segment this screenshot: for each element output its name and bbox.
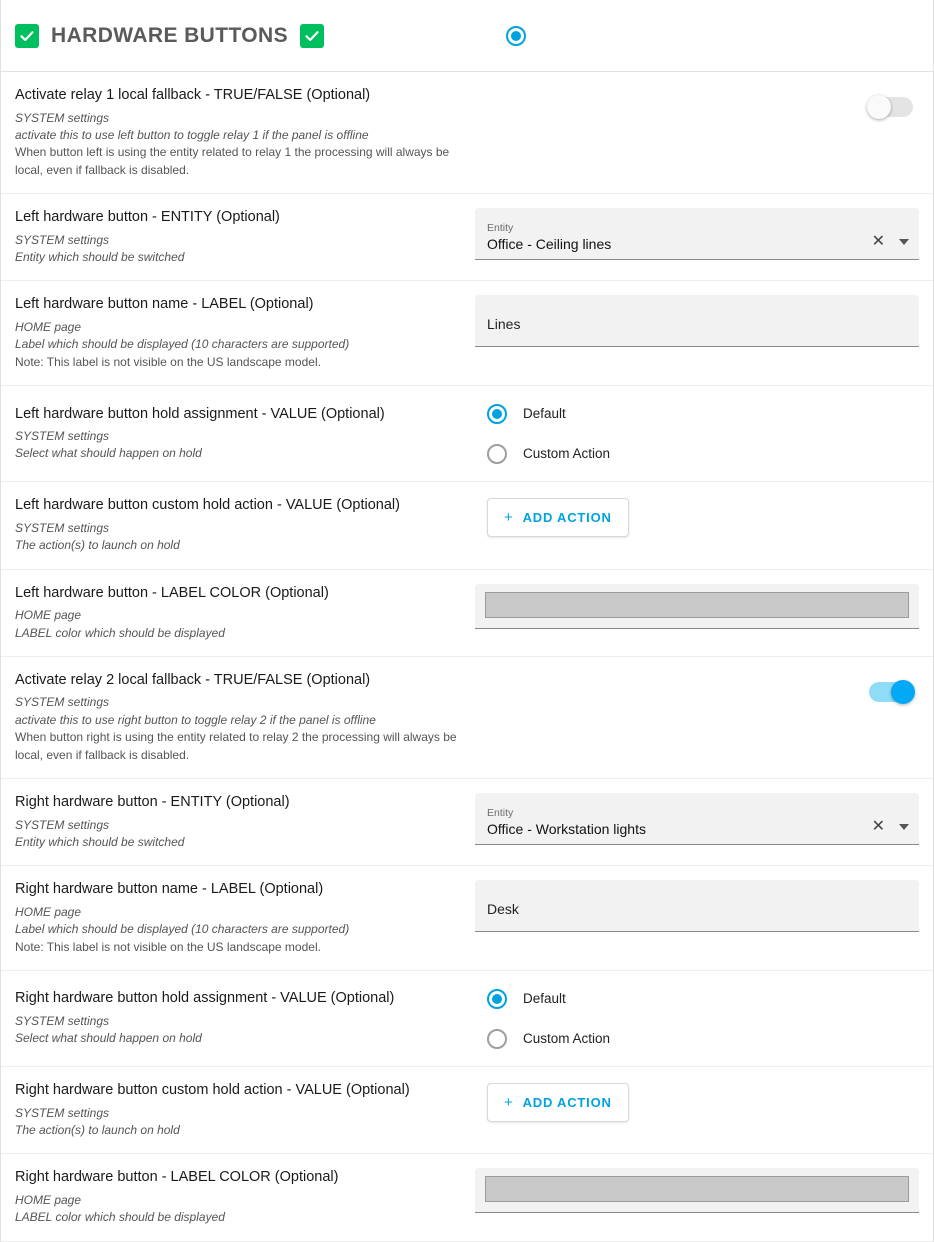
clear-icon[interactable]: ✕ bbox=[871, 818, 885, 836]
row-label-block bbox=[15, 405, 475, 463]
row-label-block bbox=[15, 496, 475, 554]
radio-default-label: Default bbox=[523, 406, 566, 422]
row-desc1: Entity which should be switched bbox=[15, 250, 185, 265]
checkbox-right-icon[interactable] bbox=[300, 24, 324, 48]
add-action-label: ADD ACTION bbox=[522, 509, 612, 525]
row-title: Left hardware button custom hold action - VALUE (Optional) bbox=[15, 497, 400, 514]
row-left-custom-hold-action bbox=[1, 482, 933, 569]
checkbox-left-icon[interactable] bbox=[15, 24, 39, 48]
entity-field-label: Entity bbox=[487, 222, 514, 235]
row-title: Left hardware button name - LABEL (Optional) bbox=[15, 296, 314, 313]
radio-default-label: Default bbox=[523, 991, 566, 1007]
row-desc1: activate this to use right button to toggle relay 2 if the panel is offline bbox=[15, 712, 376, 727]
row-control bbox=[475, 1168, 919, 1213]
plus-icon: + bbox=[504, 508, 514, 526]
row-desc1: The action(s) to launch on hold bbox=[15, 1123, 180, 1138]
row-control bbox=[475, 86, 919, 128]
toggle-knob bbox=[867, 95, 891, 119]
row-control bbox=[475, 496, 919, 538]
row-scope: SYSTEM settings bbox=[15, 695, 110, 710]
row-control bbox=[475, 1081, 919, 1123]
row-description bbox=[15, 428, 465, 463]
row-label-block bbox=[15, 671, 475, 764]
row-label-block bbox=[15, 86, 475, 179]
row-scope: SYSTEM settings bbox=[15, 1105, 110, 1120]
row-control bbox=[475, 880, 919, 932]
radio-custom-action-label: Custom Action bbox=[523, 1031, 611, 1047]
row-label-block bbox=[15, 584, 475, 642]
row-desc1: Select what should happen on hold bbox=[15, 446, 202, 461]
chevron-down-icon[interactable] bbox=[899, 824, 909, 830]
color-swatch-left[interactable] bbox=[485, 592, 909, 618]
row-relay1-fallback bbox=[1, 72, 933, 194]
row-description bbox=[15, 694, 465, 764]
row-title: Right hardware button name - LABEL (Optional) bbox=[15, 881, 324, 898]
entity-field-label: Entity bbox=[487, 807, 514, 820]
row-left-label bbox=[1, 281, 933, 386]
row-desc2: When button left is using the entity related to relay 1 the processing will always be local, even if fallback is disabled. bbox=[15, 145, 450, 177]
row-control bbox=[475, 584, 919, 629]
entity-field-icons bbox=[872, 234, 909, 252]
entity-field-value: Office - Ceiling lines bbox=[487, 236, 612, 253]
header-radio[interactable] bbox=[506, 26, 526, 46]
row-control bbox=[475, 402, 919, 466]
row-description bbox=[15, 232, 465, 267]
row-desc2: Note: This label is not visible on the US landscape model. bbox=[15, 354, 321, 369]
color-picker-left[interactable] bbox=[475, 584, 919, 629]
row-desc1: Entity which should be switched bbox=[15, 834, 185, 849]
row-right-entity bbox=[1, 779, 933, 866]
toggle-relay1-fallback[interactable] bbox=[869, 97, 913, 117]
row-desc2: Note: This label is not visible on the US landscape model. bbox=[15, 939, 321, 954]
plus-icon: + bbox=[504, 1093, 514, 1111]
row-title: Activate relay 1 local fallback - TRUE/FALSE (Optional) bbox=[15, 87, 371, 103]
row-label-block bbox=[15, 208, 475, 266]
row-scope: SYSTEM settings bbox=[15, 110, 110, 125]
row-right-custom-hold-action bbox=[1, 1067, 933, 1154]
row-desc1: Select what should happen on hold bbox=[15, 1031, 202, 1046]
radio-default-icon[interactable] bbox=[487, 989, 507, 1009]
add-action-button-left[interactable] bbox=[487, 498, 629, 537]
row-desc1: Label which should be displayed (10 characters are supported) bbox=[15, 337, 350, 352]
toggle-knob bbox=[891, 680, 915, 704]
entity-picker-left[interactable] bbox=[475, 208, 919, 260]
page-title: HARDWARE BUTTONS bbox=[51, 23, 289, 47]
row-title: Left hardware button - LABEL COLOR (Optional) bbox=[15, 584, 329, 601]
row-label-block bbox=[15, 1168, 475, 1226]
radio-custom-action-icon[interactable] bbox=[487, 1029, 507, 1049]
row-right-hold-assignment bbox=[1, 971, 933, 1067]
row-label-block bbox=[15, 989, 475, 1047]
row-scope: SYSTEM settings bbox=[15, 520, 110, 535]
entity-field-col bbox=[487, 218, 872, 252]
row-scope: HOME page bbox=[15, 608, 82, 623]
color-picker-right[interactable] bbox=[475, 1168, 919, 1213]
section-header bbox=[1, 0, 933, 72]
header-radio-wrap bbox=[506, 26, 526, 46]
row-scope: SYSTEM settings bbox=[15, 429, 110, 444]
label-input-value: Desk bbox=[487, 901, 519, 918]
label-input-right[interactable] bbox=[475, 880, 919, 932]
row-title: Right hardware button - ENTITY (Optional) bbox=[15, 794, 290, 811]
row-description bbox=[15, 817, 465, 852]
toggle-relay2-fallback[interactable] bbox=[869, 682, 913, 702]
row-right-label bbox=[1, 866, 933, 971]
row-title: Activate relay 2 local fallback - TRUE/FALSE (Optional) bbox=[15, 671, 371, 688]
radio-custom-action-icon[interactable] bbox=[487, 444, 507, 464]
radio-group-right-hold bbox=[475, 987, 610, 1051]
row-label-block bbox=[15, 295, 475, 371]
row-desc1: LABEL color which should be displayed bbox=[15, 1210, 225, 1225]
row-description bbox=[15, 1192, 465, 1227]
radio-option-custom-action[interactable] bbox=[487, 1029, 610, 1049]
row-scope: HOME page bbox=[15, 904, 82, 919]
row-title: Right hardware button hold assignment - VALUE (Optional) bbox=[15, 990, 395, 1007]
row-description bbox=[15, 520, 465, 555]
row-control bbox=[475, 208, 919, 260]
label-input-col bbox=[487, 316, 909, 332]
row-control bbox=[475, 671, 919, 713]
row-scope: HOME page bbox=[15, 1193, 82, 1207]
radio-option-default[interactable] bbox=[487, 989, 610, 1009]
label-input-left[interactable] bbox=[475, 295, 919, 347]
row-label-block bbox=[15, 880, 475, 956]
add-action-label: ADD ACTION bbox=[522, 1094, 612, 1110]
label-input-value: Lines bbox=[487, 316, 521, 333]
radio-option-default[interactable] bbox=[487, 404, 610, 424]
row-right-label-color bbox=[1, 1154, 933, 1241]
row-scope: SYSTEM settings bbox=[15, 232, 110, 247]
entity-field-value: Office - Workstation lights bbox=[487, 821, 646, 838]
row-scope: SYSTEM settings bbox=[15, 817, 110, 832]
radio-default-icon[interactable] bbox=[487, 404, 507, 424]
row-control bbox=[475, 987, 919, 1051]
row-control bbox=[475, 793, 919, 845]
entity-field-col bbox=[487, 803, 872, 837]
clear-icon[interactable]: ✕ bbox=[871, 233, 885, 251]
row-relay2-fallback bbox=[1, 657, 933, 779]
row-scope: SYSTEM settings bbox=[15, 1013, 110, 1028]
row-title: Right hardware button - LABEL COLOR (Optional) bbox=[15, 1169, 339, 1186]
row-title: Left hardware button - ENTITY (Optional) bbox=[15, 209, 280, 226]
row-left-hold-assignment bbox=[1, 386, 933, 482]
row-scope: HOME page bbox=[15, 320, 82, 335]
entity-field-icons bbox=[872, 819, 909, 837]
row-description bbox=[15, 607, 465, 642]
row-left-label-color bbox=[1, 570, 933, 657]
label-input-col bbox=[487, 901, 909, 917]
row-description bbox=[15, 319, 465, 371]
row-description bbox=[15, 1013, 465, 1048]
row-left-entity bbox=[1, 194, 933, 281]
row-description bbox=[15, 1105, 465, 1140]
row-control bbox=[475, 295, 919, 347]
row-label-block bbox=[15, 1081, 475, 1139]
row-description bbox=[15, 904, 465, 956]
color-swatch-right[interactable] bbox=[485, 1176, 909, 1202]
radio-option-custom-action[interactable] bbox=[487, 444, 610, 464]
row-desc1: activate this to use left button to toggle relay 1 if the panel is offline bbox=[15, 127, 369, 142]
row-label-block bbox=[15, 793, 475, 851]
row-description bbox=[15, 110, 465, 180]
row-title: Right hardware button custom hold action - VALUE (Optional) bbox=[15, 1082, 410, 1099]
row-title: Left hardware button hold assignment - VALUE (Optional) bbox=[15, 405, 385, 422]
row-desc1: The action(s) to launch on hold bbox=[15, 538, 180, 553]
entity-picker-right[interactable] bbox=[475, 793, 919, 845]
row-desc1: Label which should be displayed (10 characters are supported) bbox=[15, 922, 350, 937]
chevron-down-icon[interactable] bbox=[899, 239, 909, 245]
row-desc2: When button right is using the entity related to relay 2 the processing will always be local, even if fallback is disabled. bbox=[15, 730, 457, 762]
radio-custom-action-label: Custom Action bbox=[523, 446, 611, 462]
row-desc1: LABEL color which should be displayed bbox=[15, 625, 225, 640]
radio-group-left-hold bbox=[475, 402, 610, 466]
